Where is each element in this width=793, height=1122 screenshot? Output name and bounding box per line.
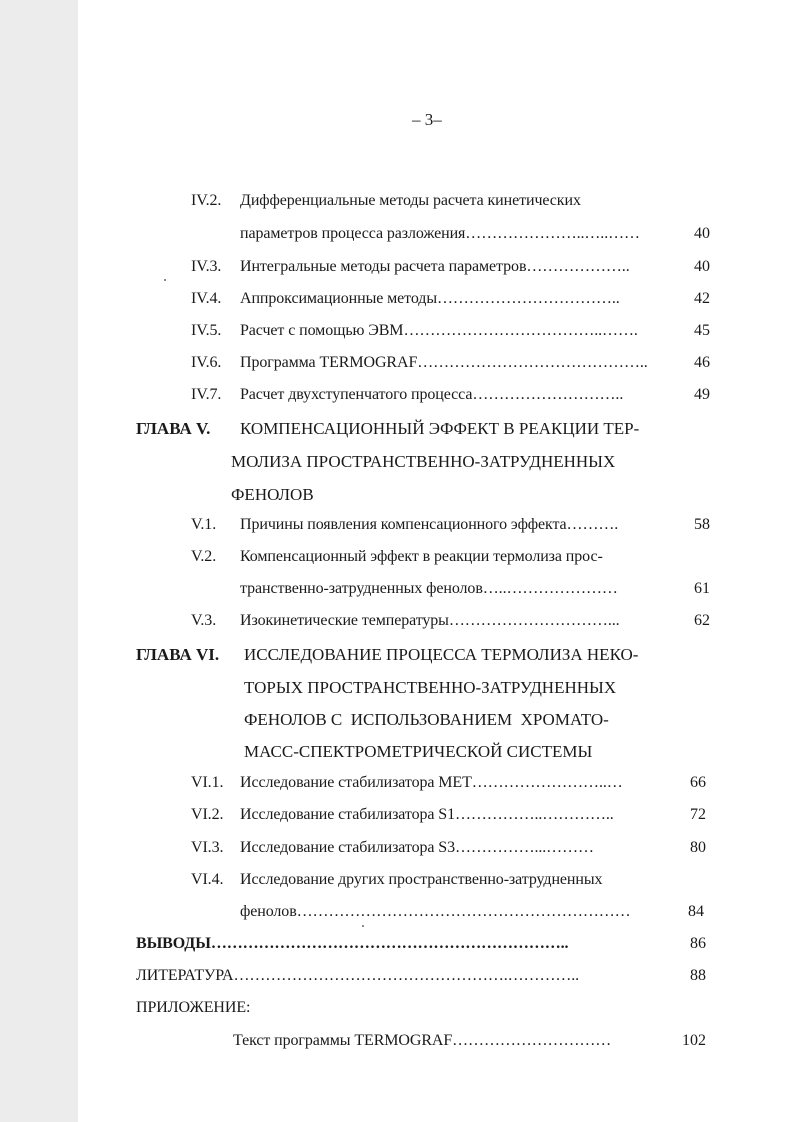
- toc-entry-title: Исследование стабилизатора S3……………...………: [240, 839, 594, 856]
- toc-entry-page: 80: [690, 839, 706, 856]
- appendix-label: ПРИЛОЖЕНИЕ:: [136, 999, 251, 1016]
- page-number: – 3–: [412, 110, 442, 129]
- toc-entry-page: 42: [694, 290, 710, 307]
- chapter-title: ИССЛЕДОВАНИЕ ПРОЦЕССА ТЕРМОЛИЗА НЕКО-: [244, 645, 639, 664]
- toc-entry-page: 86: [690, 935, 706, 952]
- toc-entry-title: Компенсационный эффект в реакции термолиза прос-: [240, 548, 603, 565]
- toc-entry-title: Исследование стабилизатора МЕТ……………………..…: [240, 774, 623, 791]
- toc-entry-page: 62: [694, 612, 710, 629]
- toc-entry-title: Расчет двухступенчатого процесса………………………..: [240, 386, 624, 403]
- literature-title: ЛИТЕРАТУРА…………………………………………….…………..: [136, 967, 580, 984]
- toc-entry-page: 40: [694, 258, 710, 275]
- toc-entry-page: 72: [690, 806, 706, 823]
- toc-entry-title-cont: фенолов………………………………………………………: [240, 903, 631, 920]
- chapter-title-cont: ФЕНОЛОВ: [231, 485, 314, 504]
- toc-entry-title: Интегральные методы расчета параметров………………..: [240, 258, 630, 275]
- toc-entry-page: 58: [694, 516, 710, 533]
- page-left-edge-shadow: [0, 0, 78, 1122]
- toc-entry-page: 84: [688, 903, 704, 920]
- toc-entry-num: V.1.: [191, 516, 217, 533]
- toc-entry-num: IV.2.: [191, 192, 222, 209]
- toc-entry-title: Программа TERMOGRAF……………………………………..: [240, 354, 648, 371]
- toc-entry-title: Исследование стабилизатора S1……………..…………..: [240, 806, 614, 823]
- toc-entry-page: 46: [694, 354, 710, 371]
- toc-entry-title-cont: параметров процесса разложения…………………..…..……: [240, 225, 640, 242]
- toc-entry-page: 66: [690, 774, 706, 791]
- conclusions-title: ВЫВОДЫ…………………………………………………………..: [136, 935, 569, 952]
- toc-entry-num: IV.7.: [191, 386, 222, 403]
- toc-entry-num: VI.3.: [191, 839, 224, 856]
- chapter-title-cont: ФЕНОЛОВ С ИСПОЛЬЗОВАНИЕМ ХРОМАТО-: [244, 710, 609, 729]
- toc-entry-page: 49: [694, 386, 710, 403]
- toc-entry-num: IV.5.: [191, 322, 222, 339]
- toc-entry-num: VI.4.: [191, 871, 224, 888]
- toc-entry-title-cont: транственно-затрудненных фенолов…..…………………: [240, 580, 618, 597]
- toc-entry-num: V.2.: [191, 548, 217, 565]
- toc-entry-num: V.3.: [191, 612, 217, 629]
- chapter-label: ГЛАВА V.: [136, 419, 211, 438]
- chapter-label: ГЛАВА VI.: [136, 645, 220, 664]
- appendix-entry-title: Текст программы TERMOGRAF…………………………: [233, 1032, 612, 1049]
- toc-entry-page: 61: [694, 580, 710, 597]
- chapter-title-cont: МАСС-СПЕКТРОМЕТРИЧЕСКОЙ СИСТЕМЫ: [244, 742, 593, 761]
- toc-entry-num: IV.6.: [191, 354, 222, 371]
- toc-entry-title: Исследование других пространственно-затрудненных: [240, 871, 603, 888]
- toc-entry-page: 40: [694, 225, 710, 242]
- chapter-title-cont: МОЛИЗА ПРОСТРАНСТВЕННО-ЗАТРУДНЕННЫХ: [231, 452, 616, 471]
- toc-entry-title: Расчет с помощью ЭВМ………………………………..…….: [240, 322, 638, 339]
- toc-entry-page: 45: [694, 322, 710, 339]
- toc-entry-num: VI.2.: [191, 806, 224, 823]
- chapter-title-cont: ТОРЫХ ПРОСТРАНСТВЕННО-ЗАТРУДНЕННЫХ: [244, 678, 617, 697]
- scan-speck: [164, 279, 166, 281]
- scan-speck: [362, 925, 364, 927]
- toc-entry-num: VI.1.: [191, 774, 224, 791]
- toc-entry-num: IV.3.: [191, 258, 222, 275]
- toc-entry-title: Изокинетические температуры…………………………...: [240, 612, 620, 629]
- chapter-title: КОМПЕНСАЦИОННЫЙ ЭФФЕКТ В РЕАКЦИИ ТЕР-: [240, 419, 640, 438]
- toc-entry-title: Причины появления компенсационного эффекта……….: [240, 516, 619, 533]
- toc-entry-page: 102: [682, 1032, 706, 1049]
- toc-entry-page: 88: [690, 967, 706, 984]
- toc-entry-title: Аппроксимационные методы……………………………..: [240, 290, 620, 307]
- toc-entry-num: IV.4.: [191, 290, 222, 307]
- toc-entry-title: Дифференциальные методы расчета кинетических: [240, 192, 581, 209]
